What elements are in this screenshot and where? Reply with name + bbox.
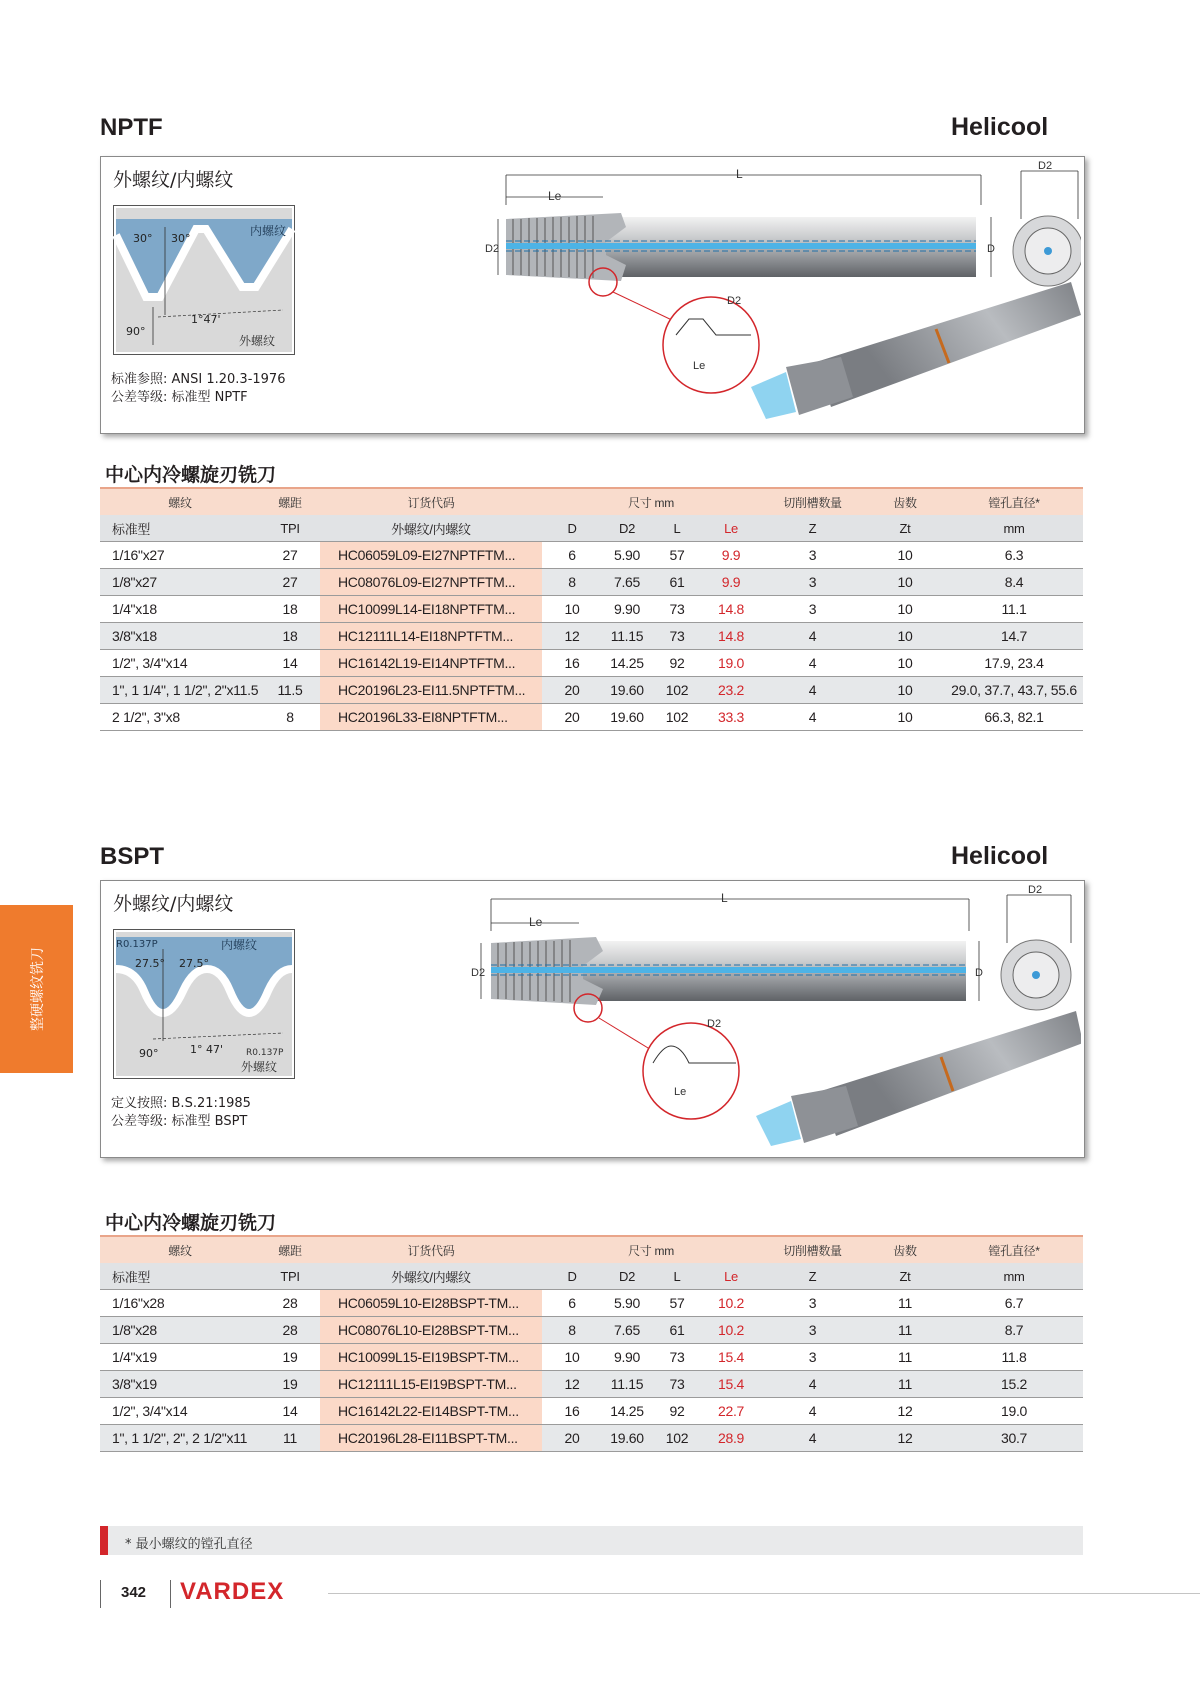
tool-drawing (371, 881, 1081, 1155)
side-tab (0, 905, 73, 1073)
table-title-bspt: 中心内冷螺旋刃铣刀 (105, 1212, 277, 1234)
label-outer-thread: 外螺纹 (239, 334, 276, 348)
side-tab-label: 整硬螺纹铣刀 (29, 947, 46, 1031)
page-number: 342 (121, 1584, 147, 1601)
figure-box-bspt (100, 880, 1085, 1158)
svg-text:Le: Le (548, 189, 562, 203)
table-row: 1", 1 1/4", 1 1/2", 2"x11.5 11.5 HC20196L23-EI11.5NPTFTM... 20 19.60 102 23.2 4 10 29.0, 37.7, 43.7, 55.6 (100, 677, 1083, 704)
svg-text:L: L (736, 167, 743, 181)
svg-text:D2: D2 (727, 295, 742, 307)
table-title-nptf: 中心内冷螺旋刃铣刀 (105, 464, 277, 486)
svg-text:90°: 90° (126, 325, 146, 338)
table-row: 1/16"x27 27 HC06059L09-EI27NPTFTM... 6 5.90 57 9.9 3 10 6.3 (100, 542, 1083, 569)
svg-text:30°: 30° (171, 232, 191, 245)
svg-text:90°: 90° (139, 1047, 159, 1060)
figure-heading: 外螺纹/内螺纹 (113, 893, 234, 915)
svg-text:1°47': 1°47' (191, 313, 221, 326)
svg-text:1° 47': 1° 47' (190, 1043, 224, 1056)
svg-text:30°: 30° (133, 232, 153, 245)
footnote-text: * 最小螺纹的镗孔直径 (125, 1537, 253, 1552)
svg-text:R0.137P: R0.137P (116, 939, 158, 950)
svg-text:D: D (975, 967, 983, 979)
tool-drawing (381, 157, 1081, 431)
footer-divider-left (100, 1580, 101, 1608)
svg-text:27.5°: 27.5° (179, 957, 209, 970)
figure-box-nptf (100, 156, 1085, 434)
table-subheader-row: 标准型 TPI 外螺纹/内螺纹 D D2 L Le Z Zt mm (100, 1263, 1083, 1290)
label-outer-thread: 外螺纹 (241, 1060, 278, 1074)
table-row: 1/4"x18 18 HC10099L14-EI18NPTFTM... 10 9.90 73 14.8 3 10 11.1 (100, 596, 1083, 623)
table-row: 1/8"x28 28 HC08076L10-EI28BSPT-TM... 8 7.65 61 10.2 3 11 8.7 (100, 1317, 1083, 1344)
svg-text:R0.137P: R0.137P (246, 1048, 284, 1058)
spec-table-nptf (100, 487, 1083, 731)
svg-text:D2: D2 (1028, 884, 1043, 896)
footnote-marker (100, 1526, 108, 1555)
thread-profile-diagram (113, 205, 295, 355)
table-row: 1/4"x19 19 HC10099L15-EI19BSPT-TM... 10 9.90 73 15.4 3 11 11.8 (100, 1344, 1083, 1371)
footer-divider (170, 1580, 171, 1608)
table-row: 1/16"x28 28 HC06059L10-EI28BSPT-TM... 6 5.90 57 10.2 3 11 6.7 (100, 1290, 1083, 1317)
label-inner-thread: 内螺纹 (250, 224, 287, 238)
table-row: 3/8"x18 18 HC12111L14-EI18NPTFTM... 12 11.15 73 14.8 4 10 14.7 (100, 623, 1083, 650)
table-row: 2 1/2", 3"x8 8 HC20196L33-EI8NPTFTM... 20 19.60 102 33.3 4 10 66.3, 82.1 (100, 704, 1083, 731)
footnote-bar (100, 1526, 1083, 1555)
vardex-logo: VARDEX (180, 1578, 285, 1605)
table-row: 1/8"x27 27 HC08076L09-EI27NPTFTM... 8 7.65 61 9.9 3 10 8.4 (100, 569, 1083, 596)
section-title-nptf: NPTF (100, 114, 163, 141)
svg-text:Le: Le (693, 360, 706, 372)
brand-helicool: Helicool (951, 113, 1049, 141)
table-row: 1/2", 3/4"x14 14 HC16142L22-EI14BSPT-TM... 16 14.25 92 22.7 4 12 19.0 (100, 1398, 1083, 1425)
svg-text:D2: D2 (485, 243, 500, 255)
figure-heading: 外螺纹/内螺纹 (113, 169, 234, 191)
svg-text:Le: Le (529, 915, 543, 929)
table-header-row: 螺纹 螺距 订货代码 尺寸 mm 切削槽数量 齿数 镗孔直径* (100, 488, 1083, 515)
spec-table-bspt (100, 1235, 1083, 1452)
table-subheader-row: 标准型 TPI 外螺纹/内螺纹 D D2 L Le Z Zt mm (100, 515, 1083, 542)
thread-profile-diagram (113, 929, 295, 1079)
svg-text:D2: D2 (471, 967, 486, 979)
footer-rule (328, 1593, 1200, 1594)
standard-notes: 标准参照: ANSI 1.20.3-1976 公差等级: 标准型 NPTF (111, 372, 286, 405)
svg-text:L: L (721, 891, 728, 905)
table-row: 1/2", 3/4"x14 14 HC16142L19-EI14NPTFTM... 16 14.25 92 19.0 4 10 17.9, 23.4 (100, 650, 1083, 677)
table-row: 3/8"x19 19 HC12111L15-EI19BSPT-TM... 12 11.15 73 15.4 4 11 15.2 (100, 1371, 1083, 1398)
svg-text:27.5°: 27.5° (135, 957, 165, 970)
section-title-bspt: BSPT (100, 843, 165, 870)
standard-notes: 定义按照: B.S.21:1985 公差等级: 标准型 BSPT (111, 1096, 251, 1129)
table-header-row: 螺纹 螺距 订货代码 尺寸 mm 切削槽数量 齿数 镗孔直径* (100, 1236, 1083, 1263)
brand-helicool: Helicool (951, 842, 1049, 870)
label-inner-thread: 内螺纹 (221, 938, 258, 952)
svg-text:D2: D2 (707, 1018, 722, 1030)
svg-text:Le: Le (674, 1086, 687, 1098)
table-row: 1", 1 1/2", 2", 2 1/2"x11 11 HC20196L28-EI11BSPT-TM... 20 19.60 102 28.9 4 12 30.7 (100, 1425, 1083, 1452)
svg-text:D2: D2 (1038, 160, 1053, 172)
svg-text:D: D (987, 243, 995, 255)
